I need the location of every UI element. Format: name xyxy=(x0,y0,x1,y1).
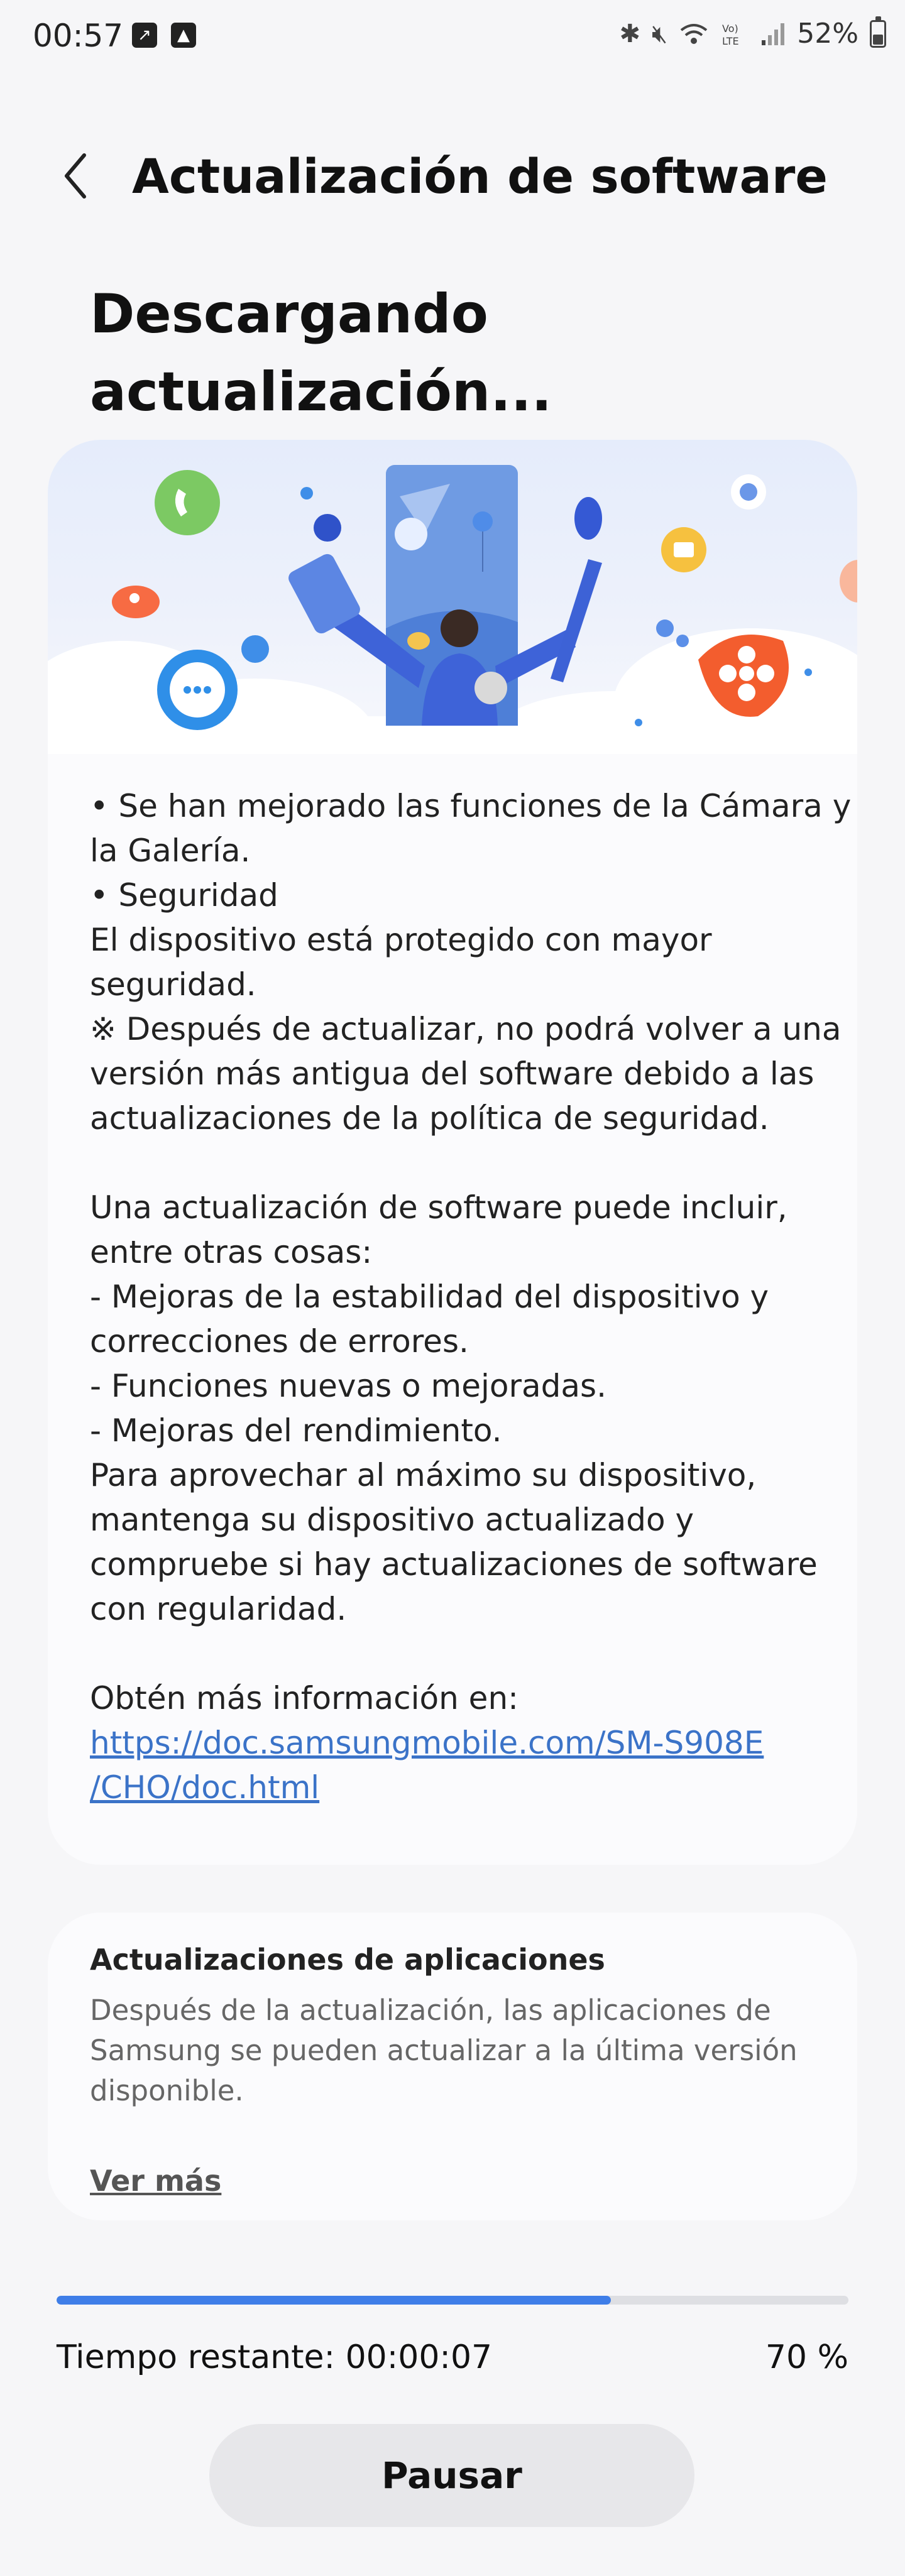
bluetooth-icon: ✱ xyxy=(619,19,640,48)
battery-icon xyxy=(870,20,886,48)
image-icon: ▲ xyxy=(171,23,196,48)
header-title: Actualización de software xyxy=(132,148,828,204)
note-line: El dispositivo está protegido con mayor xyxy=(90,922,712,958)
note-spacer xyxy=(90,1141,825,1186)
note-line: ※ Después de actualizar, no podrá volver a una xyxy=(90,1011,842,1047)
sync-icon: ↗ xyxy=(132,23,157,48)
info-link[interactable]: https://doc.samsungmobile.com/SM-S908E xyxy=(90,1725,764,1761)
note-line: Obtén más información en: xyxy=(90,1680,518,1716)
note-line: • Seguridad xyxy=(90,877,278,914)
time-remaining: Tiempo restante: 00:00:07 xyxy=(57,2339,493,2376)
system-icons xyxy=(619,18,886,50)
svg-text:LTE: LTE xyxy=(722,35,739,46)
note-line: actualizaciones de la política de seguridad. xyxy=(90,1100,769,1137)
note-spacer xyxy=(90,1632,825,1676)
app-updates-title: Actualizaciones de aplicaciones xyxy=(90,1943,605,1977)
download-progress-bar xyxy=(57,2296,848,2305)
note-line: - Funciones nuevas o mejoradas. xyxy=(90,1368,606,1404)
note-line: Una actualización de software puede incluir, xyxy=(90,1189,787,1226)
note-line: correcciones de errores. xyxy=(90,1323,469,1360)
app-header xyxy=(0,126,905,226)
note-line: - Mejoras del rendimiento. xyxy=(90,1412,502,1449)
notification-icons xyxy=(132,23,196,48)
app-updates-line: Después de la actualización, las aplicaciones de xyxy=(90,1994,771,2027)
note-line: con regularidad. xyxy=(90,1591,347,1627)
see-more-link[interactable]: Ver más xyxy=(90,2164,222,2198)
app-updates-card xyxy=(48,1913,857,2220)
hero-artwork xyxy=(48,440,857,754)
note-line: versión más antigua del software debido a las xyxy=(90,1056,814,1092)
status-time: 00:57 xyxy=(33,18,124,54)
status-bar xyxy=(0,0,905,75)
app-updates-description xyxy=(90,1990,819,2111)
release-notes-text xyxy=(90,784,852,1810)
note-line: entre otras cosas: xyxy=(90,1234,373,1270)
chevron-left-icon xyxy=(63,153,88,199)
mute-icon: 🔇︎ xyxy=(652,19,668,48)
back-button[interactable] xyxy=(50,151,101,201)
note-line: compruebe si hay actualizaciones de software xyxy=(90,1546,818,1583)
page-title xyxy=(90,275,813,431)
update-illustration xyxy=(48,440,857,754)
app-updates-line: Samsung se pueden actualizar a la última versión xyxy=(90,2034,798,2067)
page-title-line: actualización... xyxy=(90,361,552,423)
note-line: mantenga su dispositivo actualizado y xyxy=(90,1502,694,1538)
wifi-icon xyxy=(679,21,709,46)
battery-percent: 52% xyxy=(797,18,858,50)
battery-level-fill xyxy=(873,35,883,45)
note-line: seguridad. xyxy=(90,966,256,1003)
release-notes-card xyxy=(48,440,857,1865)
progress-percent: 70 % xyxy=(765,2339,848,2376)
pause-button[interactable]: Pausar xyxy=(209,2424,694,2527)
volte-icon xyxy=(720,21,749,46)
note-line: - Mejoras de la estabilidad del dispositivo y xyxy=(90,1279,769,1315)
app-updates-line: disponible. xyxy=(90,2074,244,2107)
note-line: • Se han mejorado las funciones de la Cámara y xyxy=(90,788,852,824)
note-line: Para aprovechar al máximo su dispositivo, xyxy=(90,1457,757,1493)
info-link[interactable]: /CHO/doc.html xyxy=(90,1769,320,1806)
page-title-line: Descargando xyxy=(90,283,488,346)
note-line: la Galería. xyxy=(90,832,251,869)
download-progress-fill xyxy=(57,2296,611,2305)
signal-icon xyxy=(760,21,786,46)
svg-text:Vo): Vo) xyxy=(722,22,738,35)
